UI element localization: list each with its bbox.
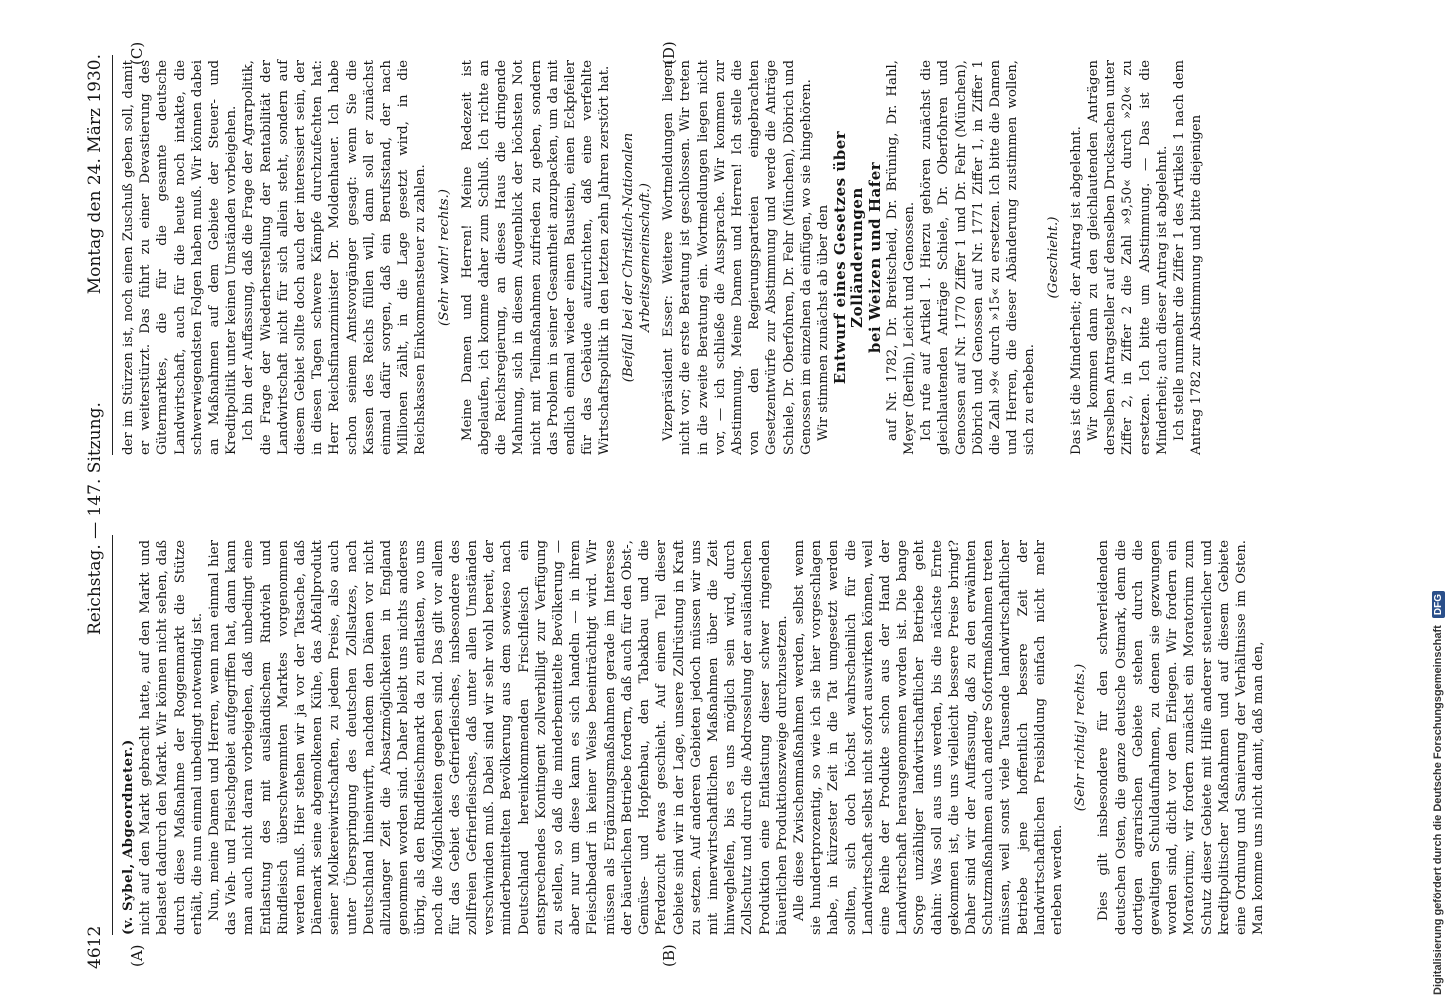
header-rule-right xyxy=(112,55,113,455)
right-paragraph: auf Nr. 1782, Dr. Breitscheid, Dr. Brüning, Dr. Hahl, Meyer (Berlin), Leicht und Genossen. xyxy=(884,60,917,455)
right-column xyxy=(120,60,1205,455)
session-date: Montag den 24. März 1930. xyxy=(85,54,105,295)
right-paragraph: Ich stelle nunmehr die Ziffer 1 des Artikels 1 nach dem Antrag 1782 zur Abstimmung und bitte diejenigen xyxy=(1171,60,1205,455)
right-paragraph: der im Stürzen ist, noch einen Zuschuß geben soll, damit er weiterstürzt. Das führt zu einer Devastierung des Gütermarktes, die für die gesamte deutsche Landwirtschaft, auch für die heute noch intakte, die schwerwiegendsten Folgen haben muß. Wir können dabei an Maßnahmen auf dem Gebiete der Steuer- und Kreditpolitik unter keinen Umständen vorbeigehen. xyxy=(121,60,240,455)
right-paragraph: Wir stimmen zunächst ab über den xyxy=(815,204,831,441)
bill-title: bei Weizen und Hafer xyxy=(865,161,884,354)
right-paragraph: Meine Damen und Herren! Meine Redezeit ist abgelaufen, ich komme daher zum Schluß. Ich richte an die Reichsregierung, an dieses Haus die dringende Mahnung, sich in diesem Augenblick der höchsten Not nicht mit Teilmaßnahmen zufrieden zu geben, sondern das Problem in seiner Gesamtheit anzupacken, um da mit endlich einmal wieder einen Baustein, einen Eckpfeiler für das Gebäude aufzurichten, daß eine verfehlte Wirtschaftspolitik in den letzten zehn Jahren zerstört hat. xyxy=(459,60,613,455)
funding-notice xyxy=(1432,5,1445,995)
speaker-line: (v. Sybel, Abgeordneter.) xyxy=(121,739,136,935)
interjection: (Geschieht.) xyxy=(1045,216,1061,299)
right-paragraph: Wir kommen dann zu den gleichlautenden Anträgen derselben Antragsteller auf denselben Drucksachen unter Ziffer 2, in Ziffer 2 die Zahl »9,50« durch »20« zu ersetzen. Ich bitte um Abstimmung. — Das ist die Minderheit; auch dieser Antrag ist abgelehnt. xyxy=(1085,60,1170,455)
rotated-page xyxy=(80,40,1360,975)
page-number: 4612 xyxy=(85,925,105,969)
left-paragraph: Nun, meine Damen und Herren, wenn man einmal hier das Vieh- und Fleischgebiet aufgegriffen hat, dann kann man auch nicht daran vorbeigehen, daß unbedingt eine Entlastung des mit ausländischem Rindvieh und Rindfleisch überschwemmten Marktes vorgenommen werden muß. Hier stehen wir ja vor der Tatsache, daß Dänemark seine abgemolkenen Kühe, das Abfallprodukt seiner Molkereiwirtschaften, zu jedem Preise, also auch unter Überspringung des deutschen Zollsatzes, nach Deutschland hineinwirft, nachdem den Dänen vor nicht allzulanger Zeit die Absatzmöglichkeiten in England genommen worden sind. Daher bleibt uns nichts anderes übrig, als den Rindfleischmarkt da zu entlasten, wo uns noch die Möglichkeiten gegeben sind. Das gilt vor allem für das Gebiet des Gefrierfleisches, insbesondere des zollfreien Gefrierfleisches, daß unter allen Umständen verschwinden muß. Dabei sind wir sehr wohl bereit, der minderbemittelten Bevölkerung aus dem sowieso nach Deutschland hereinkommenden Frischfleisch ein entsprechendes Kontingent zollverbilligt zur Verfügung zu stellen, so daß die minderbemittelte Bevölkerung — aber nur um diese kann es sich handeln — in ihrem Fleischbedarf in keiner Weise beeinträchtigt wird. Wir müssen als Ergänzungsmaßnahmen gerade im Interesse der bäuerlichen Betriebe fordern, daß auch für den Obst-, Gemüse- und Hopfenbau, den Tabakbau und die Pferdezucht etwas geschieht. Auf einem Teil dieser Gebiete sind wir in der Lage, unsere Zollrüstung in Kraft zu setzen. Auf anderen Gebieten jedoch müssen wir uns mit innerwirtschaftlichen Maßnahmen über die Zeit hinweghelfen, bis es uns möglich sein wird, durch Zollschutz und durch die Abdrosselung der ausländischen Produktion eine Entlastung dieser schwer ringenden bäuerlichen Produktionszweige durchzusetzen. xyxy=(207,540,790,935)
interjection: (Sehr richtig! rechts.) xyxy=(1073,663,1089,812)
header-rule-left xyxy=(112,535,113,935)
funding-text: Digitalisierung gefördert durch die Deutsche Forschungsgemeinschaft xyxy=(1432,625,1444,995)
page-header xyxy=(80,40,110,975)
margin-letter-d: (D) xyxy=(660,41,678,65)
bill-title: Entwurf eines Gesetzes über Zolländerungen xyxy=(831,130,867,385)
footer-strip xyxy=(1405,0,1434,1000)
left-column xyxy=(120,540,1267,935)
interjection: (Sehr wahr! rechts.) xyxy=(436,189,452,326)
right-paragraph: Ich bin der Auffassung, daß die Frage der Agrarpolitik, die Frage der Wiederherstellung der Rentabilität der Landwirtschaft nicht für sich allein steht, sondern auf diesem Gebiet sollte doch auch der interessiert sein, der in diesen Tagen schwere Kämpfe durchzufechten hat: Herr Reichsfinanzminister Dr. Moldenhauer. Ich habe schon seinem Amtsvorgänger gesagt: wenn Sie die Kassen des Reichs füllen will, dann soll er zunächst einmal dafür sorgen, daß ein Berufsstand, der nach Millionen zählt, in die Lage gesetzt wird, in die Reichskassen Einkommensteuer zu zahlen. xyxy=(241,60,429,455)
right-paragraph: Ich rufe auf Artikel 1. Hierzu gehören zunächst die gleichlautenden Anträge Schiele, Dr. Oberfohren und Genossen auf Nr. 1770 Ziffer 1 und Dr. Fehr (München), Döbrich und Genossen auf Nr. 1771 Ziffer 1, in Ziffer 1 die Zahl »9« durch »15« zu ersetzen. Ich bitte die Damen und Herren, die dieser Abänderung zustimmen wollen, sich zu erheben. xyxy=(919,60,1038,455)
left-paragraph: Dies gilt insbesondere für den schwerleidenden deutschen Osten, die ganze deutsche Ostmark, denn die dortigen agrarischen Gebiete stehen durch die gewaltigen Schuldaufnahmen, zu denen sie gezwungen worden sind, dicht vor dem Erliegen. Wir fordern ein Moratorium; wir fordern zunächst ein Moratorium zum Schutz dieser Gebiete mit Hilfe anderer steuerlicher und kreditpolitischer Maßnahmen und auf diesem Gebiete eine Ordnung und Sanierung der Verhältnisse im Osten. Man komme uns nicht damit, daß man den, xyxy=(1096,540,1267,935)
session-title: Reichstag. — 147. Sitzung. xyxy=(85,402,105,635)
dfg-logo: DFG xyxy=(1432,591,1445,618)
right-paragraph: Das ist die Minderheit; der Antrag ist abgelehnt. xyxy=(1068,126,1084,455)
margin-letter-c: (C) xyxy=(128,41,146,65)
left-paragraph: nicht auf den Markt gebracht hatte, auf den Markt und belastet dadurch den Markt. Wir können nicht sehen, daß durch diese Maßnahme der Roggenmarkt die Stütze erhält, die nun einmal unbedingt notwendig ist. xyxy=(138,540,205,935)
left-paragraph: Alle diese Zwischenmaßnahmen werden, selbst wenn sie hundertprozentig, so wie ich sie hier vorgeschlagen habe, in kürzester Zeit in die Tat umgesetzt werden sollten, sich doch höchst wahrscheinlich für die Landwirtschaft selbst nicht sofort auswirken können, weil eine Reihe der Produkte schon aus der Hand der Landwirtschaft herausgenommen worden ist. Die bange Sorge unzähliger landwirtschaftlicher Betriebe geht dahin: Was soll aus uns werden, bis die nächste Ernte gekommen ist, die uns vielleicht bessere Preise bringt? Daher sind wir der Auffassung, daß zu den erwähnten Schutzmaßnahmen auch andere Sofortmaßnahmen treten müssen, weil sonst viele Tausende landwirtschaftlicher Betriebe jene hoffentlich bessere Zeit der landwirtschaftlichen Preisbildung einfach nicht mehr erleben werden. xyxy=(791,540,1065,935)
right-paragraph: Vizepräsident Esser: Weitere Wortmeldungen liegen nicht vor; die erste Beratung ist geschlossen. Wir treten in die zweite Beratung ein. Wortmeldungen liegen nicht vor, — ich schließe die Aussprache. Wir kommen zur Abstimmung. Meine Damen und Herren! Ich stelle die von den Regierungsparteien eingebrachten Gesetzentwürfe zur Abstimmung und werde die Anträge Schiele, Dr. Oberfohren, Dr. Fehr (München), Döbrich und Genossen im einzelnen da einfügen, wo sie hingehören. xyxy=(661,60,814,455)
margin-letter-b: (B) xyxy=(660,944,678,967)
margin-letter-a: (A) xyxy=(128,944,146,967)
interjection: (Beifall bei der Christlich-Nationalen Arbeitsgemeinschaft.) xyxy=(620,132,653,383)
